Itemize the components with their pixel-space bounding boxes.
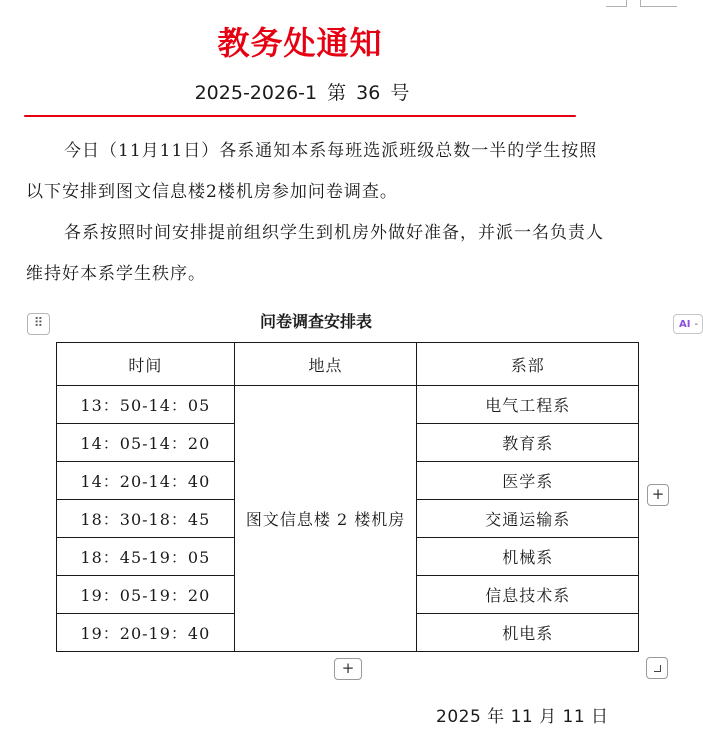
time-cell: 19：05-19：20 xyxy=(57,576,235,614)
table-header-row xyxy=(57,343,639,386)
time-cell: 19：20-19：40 xyxy=(57,614,235,652)
ai-label: AI xyxy=(679,319,691,330)
schedule-table xyxy=(56,342,639,652)
document-number: 2025-2026-1 第 36 号 xyxy=(194,82,410,104)
ai-dash: - xyxy=(694,319,699,330)
body-paragraph-1: 今日（11月11日）各系通知本系每班选派班级总数一半的学生按照以下安排到图文信息楼2楼机房参加问卷调查。 xyxy=(26,141,598,202)
time-cell: 14：05-14：20 xyxy=(57,424,235,462)
ai-assistant-button[interactable] xyxy=(673,314,703,334)
department-cell: 医学系 xyxy=(417,462,639,500)
department-cell: 电气工程系 xyxy=(417,386,639,424)
department-cell: 机电系 xyxy=(417,614,639,652)
page-corner-mark-right xyxy=(640,0,677,7)
time-cell: 18：45-19：05 xyxy=(57,538,235,576)
red-divider-line xyxy=(24,115,576,117)
header-location: 地点 xyxy=(234,343,417,386)
add-row-button[interactable]: + xyxy=(334,658,362,680)
table-drag-handle-icon[interactable]: ⠿ xyxy=(27,313,50,335)
header-department: 系部 xyxy=(417,343,639,386)
table-resize-icon[interactable] xyxy=(646,657,668,679)
time-cell: 18：30-18：45 xyxy=(57,500,235,538)
time-cell: 13：50-14：05 xyxy=(57,386,235,424)
department-cell: 交通运输系 xyxy=(417,500,639,538)
time-cell: 14：20-14：40 xyxy=(57,462,235,500)
department-cell: 信息技术系 xyxy=(417,576,639,614)
body-paragraph-2: 各系按照时间安排提前组织学生到机房外做好准备，并派一名负责人维持好本系学生秩序。 xyxy=(26,223,604,284)
header-time: 时间 xyxy=(57,343,235,386)
department-cell: 机械系 xyxy=(417,538,639,576)
department-cell: 教育系 xyxy=(417,424,639,462)
add-column-button[interactable]: + xyxy=(647,484,669,506)
page-corner-mark-left xyxy=(606,0,627,7)
table-caption: 问卷调查安排表 xyxy=(259,312,372,331)
table-row xyxy=(57,386,639,424)
sign-date: 2025 年 11 月 11 日 xyxy=(436,707,609,727)
notice-title: 教务处通知 xyxy=(217,24,383,62)
location-cell: 图文信息楼 2 楼机房 xyxy=(234,386,417,652)
